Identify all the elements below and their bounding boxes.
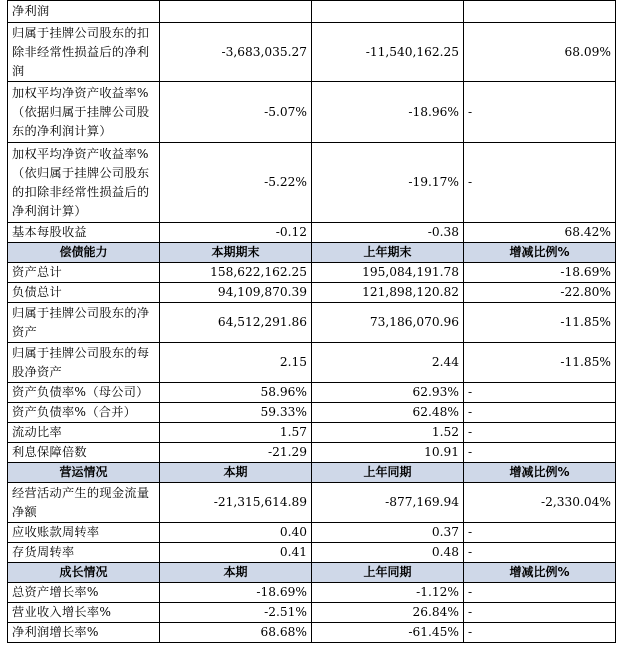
table-row xyxy=(8,23,616,82)
row-label: 营业收入增长率% xyxy=(8,603,160,623)
change-value: -18.69% xyxy=(464,263,616,283)
change-value: - xyxy=(464,423,616,443)
row-label: 存货周转率 xyxy=(8,543,160,563)
section-header-row xyxy=(8,563,616,583)
row-label: 加权平均净资产收益率%（依归属于挂牌公司股东的扣除非经常性损益后的净利润计算） xyxy=(8,143,160,223)
table-row xyxy=(8,423,616,443)
previous-value: -18.96% xyxy=(312,82,464,143)
change-value: -22.80% xyxy=(464,283,616,303)
section-title: 偿债能力 xyxy=(8,243,160,263)
change-value: -11.85% xyxy=(464,343,616,383)
previous-value: 62.93% xyxy=(312,383,464,403)
change-value: - xyxy=(464,383,616,403)
current-value: -0.12 xyxy=(160,223,312,243)
row-label: 归属于挂牌公司股东的扣除非经常性损益后的净利润 xyxy=(8,23,160,82)
current-value: -18.69% xyxy=(160,583,312,603)
current-value: 0.41 xyxy=(160,543,312,563)
table-row xyxy=(8,223,616,243)
previous-value: 2.44 xyxy=(312,343,464,383)
column-header-change: 增减比例% xyxy=(464,243,616,263)
row-label: 流动比率 xyxy=(8,423,160,443)
current-value xyxy=(160,1,312,23)
column-header-current: 本期 xyxy=(160,463,312,483)
current-value: -5.07% xyxy=(160,82,312,143)
change-value: - xyxy=(464,443,616,463)
table-row xyxy=(8,483,616,523)
previous-value: -1.12% xyxy=(312,583,464,603)
table-row xyxy=(8,383,616,403)
table-row xyxy=(8,603,616,623)
change-value: 68.42% xyxy=(464,223,616,243)
table-row xyxy=(8,263,616,283)
previous-value: 1.52 xyxy=(312,423,464,443)
previous-value: 121,898,120.82 xyxy=(312,283,464,303)
current-value: 58.96% xyxy=(160,383,312,403)
row-label: 净利润增长率% xyxy=(8,623,160,643)
row-label: 加权平均净资产收益率%（依据归属于挂牌公司股东的净利润计算） xyxy=(8,82,160,143)
current-value: 68.68% xyxy=(160,623,312,643)
current-value: -3,683,035.27 xyxy=(160,23,312,82)
previous-value: -61.45% xyxy=(312,623,464,643)
row-label: 负债总计 xyxy=(8,283,160,303)
table-row xyxy=(8,1,616,23)
current-value: -2.51% xyxy=(160,603,312,623)
change-value: -11.85% xyxy=(464,303,616,343)
previous-value: 195,084,191.78 xyxy=(312,263,464,283)
table-row xyxy=(8,403,616,423)
row-label: 总资产增长率% xyxy=(8,583,160,603)
change-value xyxy=(464,1,616,23)
change-value: - xyxy=(464,603,616,623)
previous-value: -877,169.94 xyxy=(312,483,464,523)
current-value: 1.57 xyxy=(160,423,312,443)
row-label: 资产负债率%（合并） xyxy=(8,403,160,423)
previous-value: 73,186,070.96 xyxy=(312,303,464,343)
current-value: -5.22% xyxy=(160,143,312,223)
row-label: 净利润 xyxy=(8,1,160,23)
row-label: 基本每股收益 xyxy=(8,223,160,243)
column-header-current: 本期期末 xyxy=(160,243,312,263)
previous-value: 0.37 xyxy=(312,523,464,543)
change-value: - xyxy=(464,523,616,543)
current-value: -21,315,614.89 xyxy=(160,483,312,523)
row-label: 经营活动产生的现金流量净额 xyxy=(8,483,160,523)
previous-value: -0.38 xyxy=(312,223,464,243)
table-row xyxy=(8,523,616,543)
change-value: - xyxy=(464,583,616,603)
column-header-current: 本期 xyxy=(160,563,312,583)
table-row xyxy=(8,82,616,143)
section-title: 成长情况 xyxy=(8,563,160,583)
table-row xyxy=(8,623,616,643)
current-value: 2.15 xyxy=(160,343,312,383)
table-row xyxy=(8,543,616,563)
previous-value: 26.84% xyxy=(312,603,464,623)
table-row xyxy=(8,143,616,223)
change-value: - xyxy=(464,82,616,143)
table-body xyxy=(8,1,616,643)
current-value: 94,109,870.39 xyxy=(160,283,312,303)
section-header-row xyxy=(8,243,616,263)
column-header-change: 增减比例% xyxy=(464,463,616,483)
financial-indicators-table xyxy=(7,0,616,643)
change-value: - xyxy=(464,543,616,563)
previous-value xyxy=(312,1,464,23)
column-header-previous: 上年期末 xyxy=(312,243,464,263)
column-header-change: 增减比例% xyxy=(464,563,616,583)
table-row xyxy=(8,303,616,343)
current-value: 0.40 xyxy=(160,523,312,543)
column-header-previous: 上年同期 xyxy=(312,563,464,583)
row-label: 资产负债率%（母公司） xyxy=(8,383,160,403)
change-value: - xyxy=(464,403,616,423)
change-value: - xyxy=(464,143,616,223)
row-label: 资产总计 xyxy=(8,263,160,283)
row-label: 应收账款周转率 xyxy=(8,523,160,543)
table-row xyxy=(8,583,616,603)
previous-value: 62.48% xyxy=(312,403,464,423)
current-value: -21.29 xyxy=(160,443,312,463)
previous-value: 0.48 xyxy=(312,543,464,563)
current-value: 64,512,291.86 xyxy=(160,303,312,343)
change-value: 68.09% xyxy=(464,23,616,82)
table-row xyxy=(8,443,616,463)
change-value: -2,330.04% xyxy=(464,483,616,523)
previous-value: -11,540,162.25 xyxy=(312,23,464,82)
row-label: 归属于挂牌公司股东的净资产 xyxy=(8,303,160,343)
current-value: 59.33% xyxy=(160,403,312,423)
section-header-row xyxy=(8,463,616,483)
row-label: 归属于挂牌公司股东的每股净资产 xyxy=(8,343,160,383)
section-title: 营运情况 xyxy=(8,463,160,483)
current-value: 158,622,162.25 xyxy=(160,263,312,283)
column-header-previous: 上年同期 xyxy=(312,463,464,483)
change-value: - xyxy=(464,623,616,643)
previous-value: 10.91 xyxy=(312,443,464,463)
row-label: 利息保障倍数 xyxy=(8,443,160,463)
table-row xyxy=(8,343,616,383)
table-row xyxy=(8,283,616,303)
previous-value: -19.17% xyxy=(312,143,464,223)
